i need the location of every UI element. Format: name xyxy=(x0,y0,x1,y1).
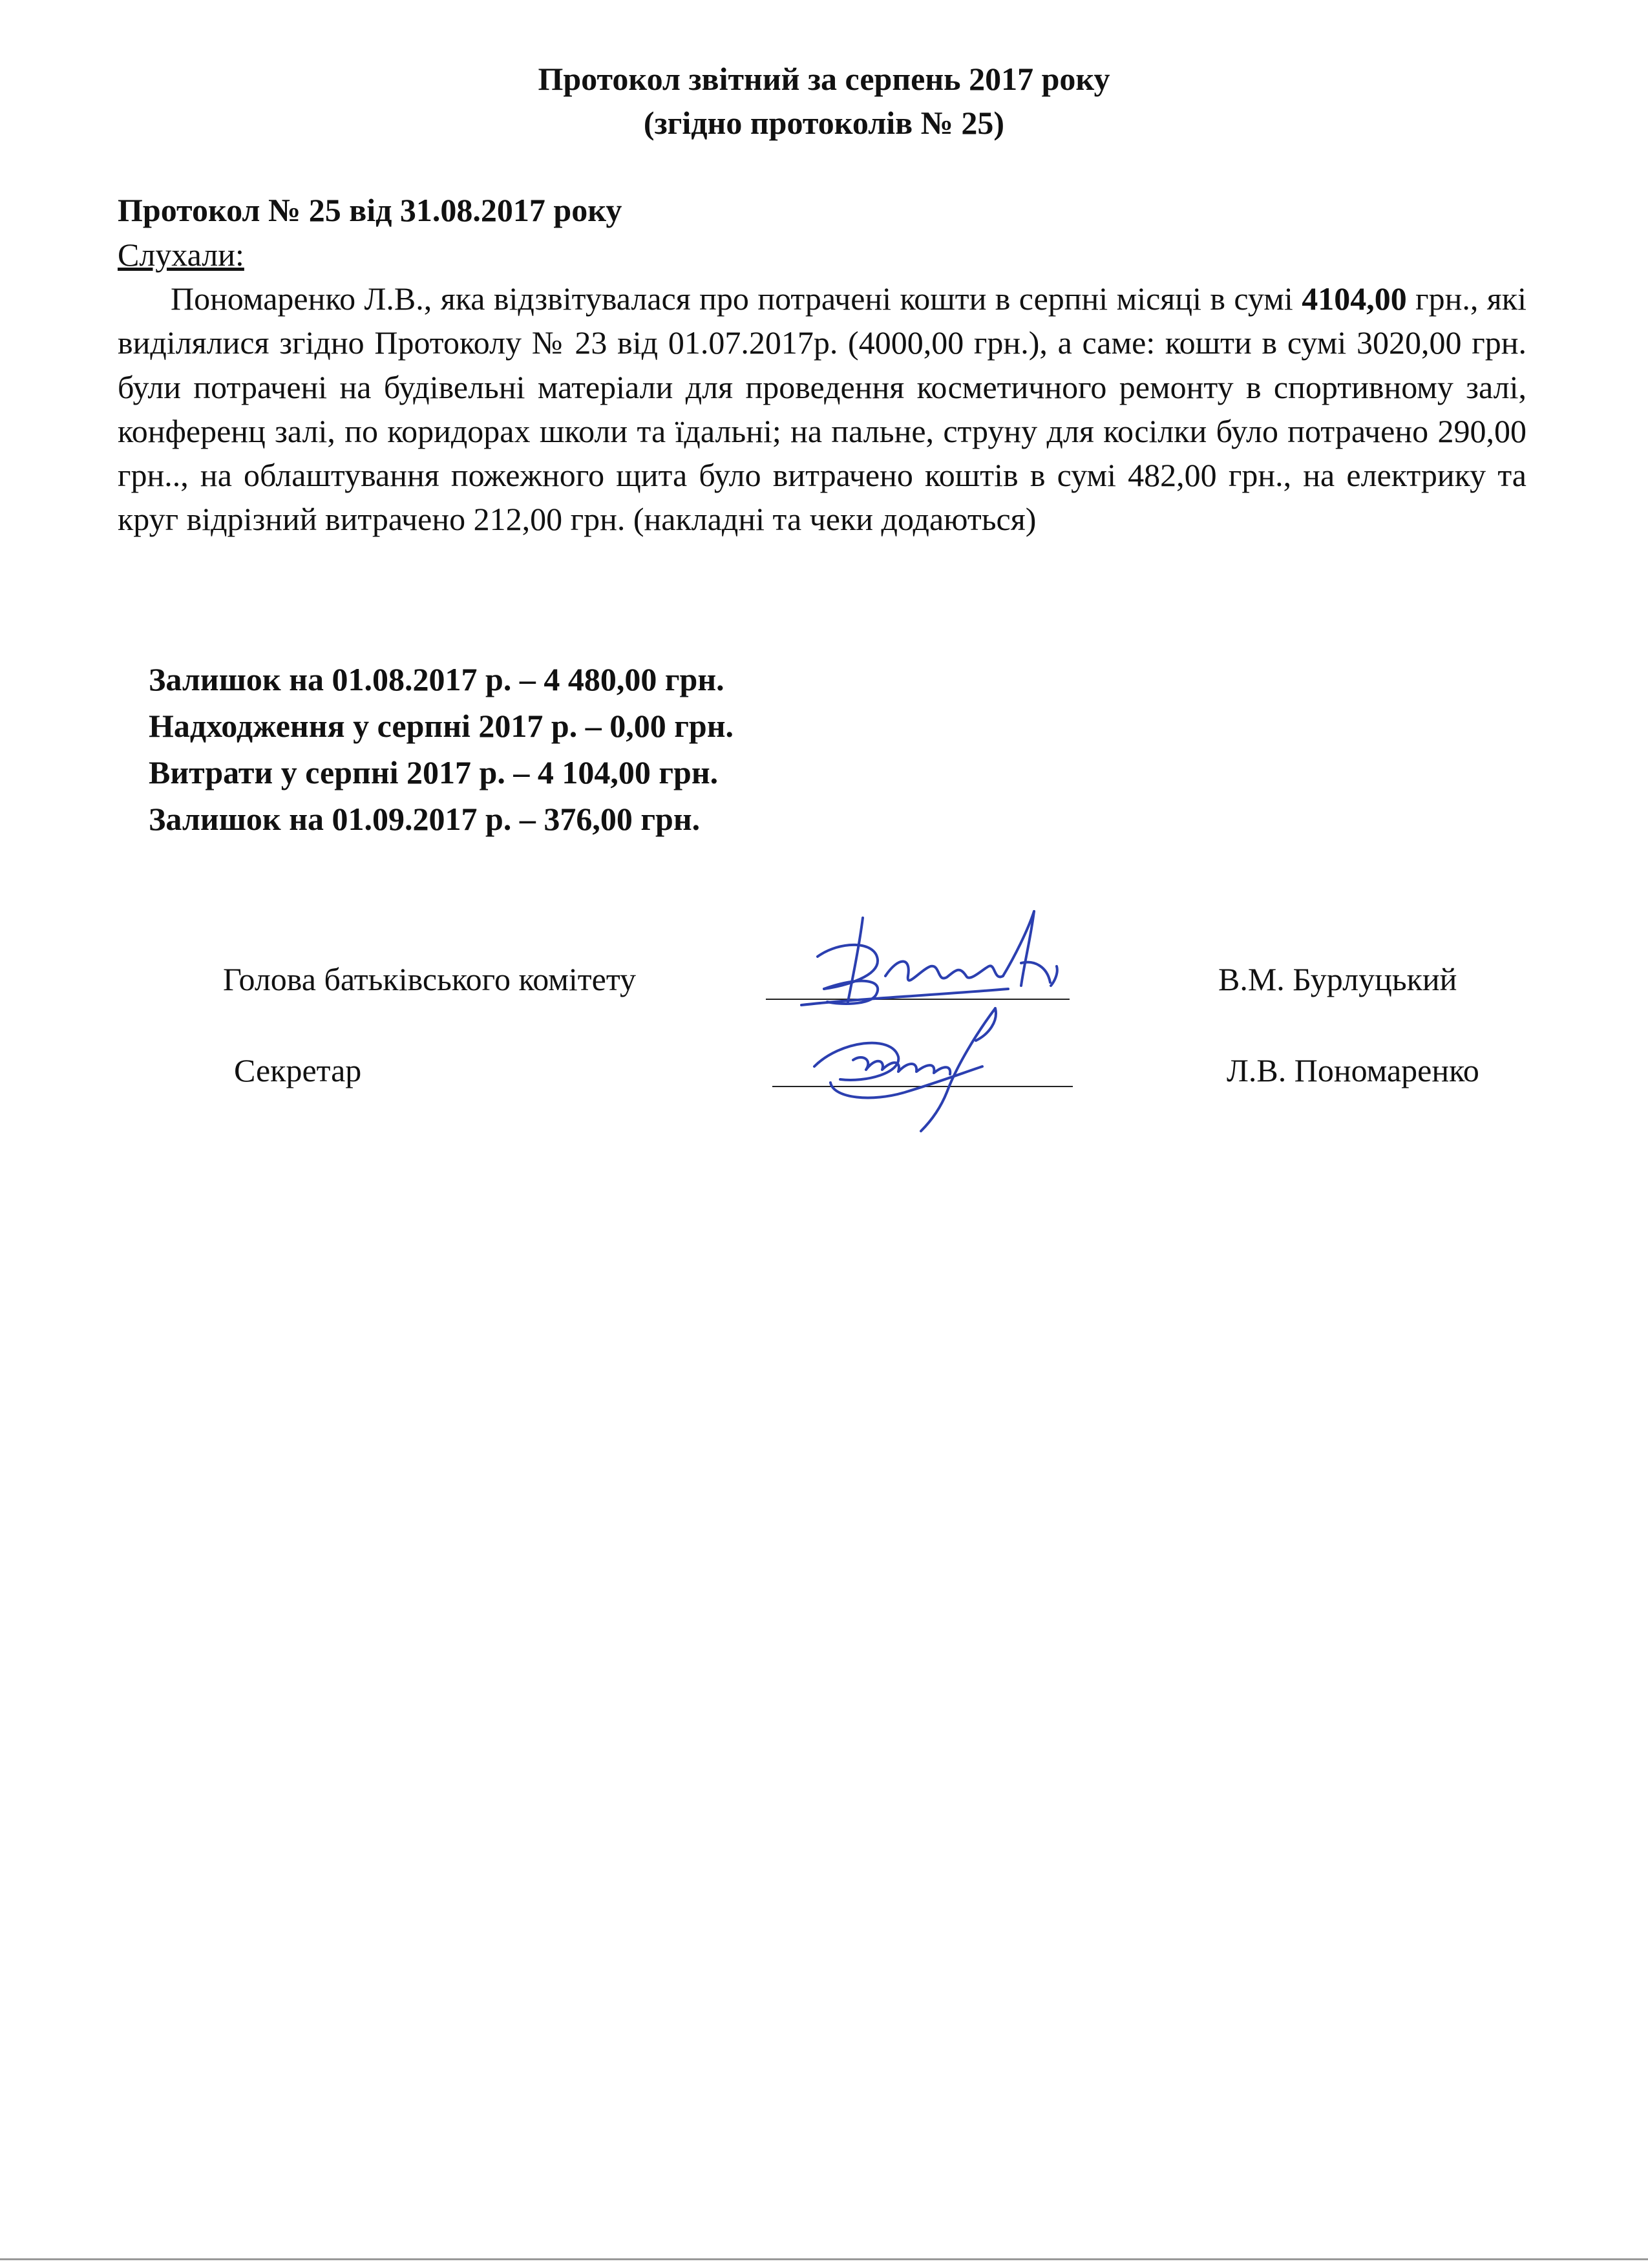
secretary-signature xyxy=(801,995,1008,1138)
protocol-heading: Протокол № 25 від 31.08.2017 року xyxy=(118,192,622,228)
summary-opening-balance: Залишок на 01.08.2017 р. – 4 480,00 грн. xyxy=(149,661,724,697)
chair-name: В.М. Бурлуцький xyxy=(1218,961,1457,997)
scan-bottom-edge xyxy=(0,2258,1648,2260)
report-text-part1: Пономаренко Л.В., яка відзвітувалася про потрачені кошти в серпні місяці в сумі xyxy=(171,281,1302,317)
summary-expenses: Витрати у серпні 2017 р. – 4 104,00 грн. xyxy=(149,754,719,790)
report-paragraph xyxy=(118,277,1527,542)
secretary-role: Секретар xyxy=(234,1052,362,1088)
chair-role: Голова батьківського комітету xyxy=(223,961,637,997)
document-title: Протокол звітний за серпень 2017 року xyxy=(538,61,1110,97)
summary-closing-balance: Залишок на 01.09.2017 р. – 376,00 грн. xyxy=(149,801,701,837)
balance-summary xyxy=(149,656,734,842)
report-text-part2: грн., які виділялися згідно Протоколу № 23 від 01.07.2017р. (4000,00 грн.), а саме: кошти в сумі 3020,00 грн. були потрачені на будівельні матеріали для проведення косметичного ремонту в спортивному залі, конференц залі, по коридорах школи та їдальні; на пальне, струну для косілки було потрачено 290,00 грн.., на облаштування пожежного щита було витрачено коштів в сумі 482,00 грн., на електрику та круг відрізний витрачено 212,00 грн. (накладні та чеки додаються) xyxy=(118,281,1527,538)
secretary-name: Л.В. Пономаренко xyxy=(1227,1052,1479,1088)
section-label-slukhaly: Слухали: xyxy=(118,237,244,273)
document-subtitle: (згідно протоколів № 25) xyxy=(643,105,1005,141)
report-amount: 4104,00 xyxy=(1302,281,1407,317)
summary-income: Надходження у серпні 2017 р. – 0,00 грн. xyxy=(149,708,734,744)
